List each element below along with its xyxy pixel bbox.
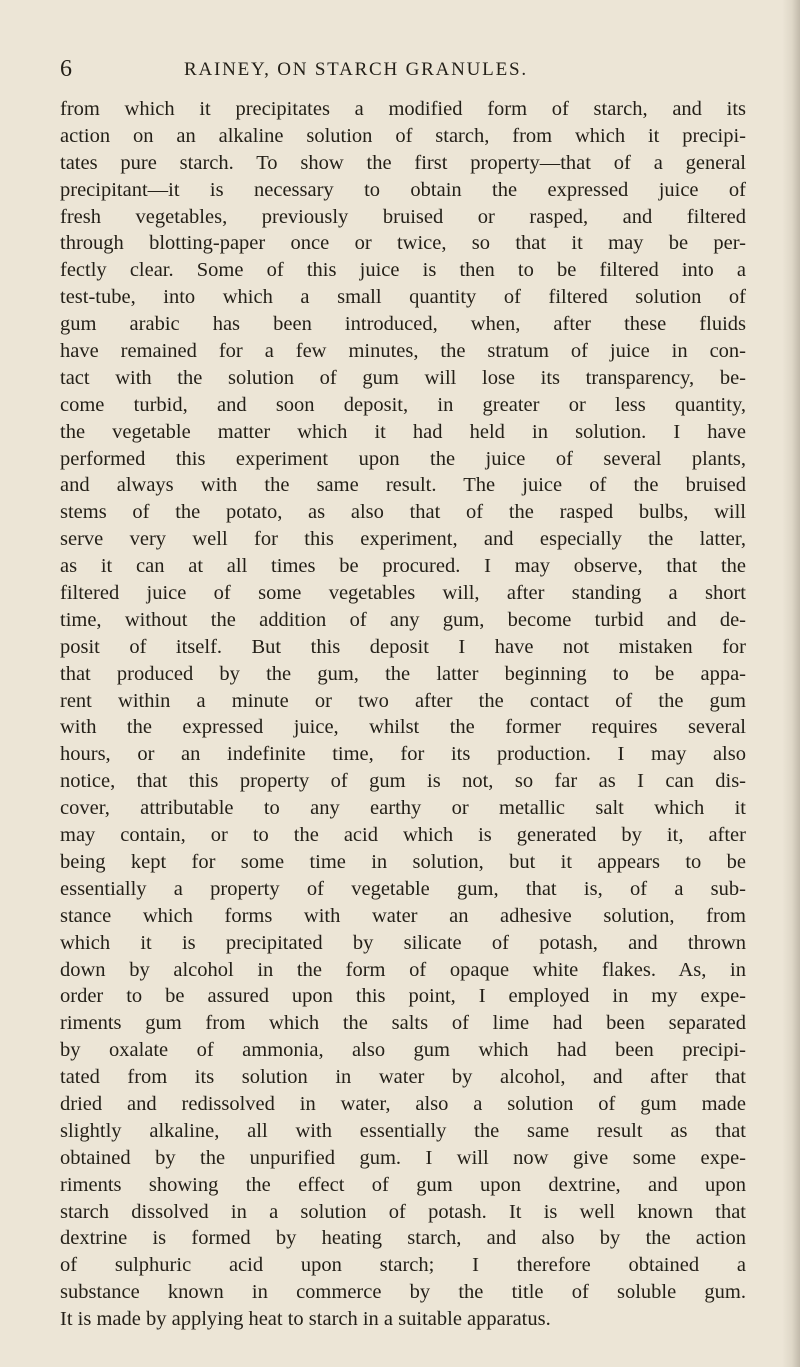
text-line: test-tube, into which a small quantity of filtered solution of xyxy=(60,286,746,309)
text-line: riments gum from which the salts of lime had been separated xyxy=(60,1012,746,1035)
text-line: hours, or an indefinite time, for its production. I may also xyxy=(60,743,746,766)
text-line: gum arabic has been introduced, when, after these fluids xyxy=(60,313,746,336)
text-line: rent within a minute or two after the contact of the gum xyxy=(60,689,746,712)
text-line: have remained for a few minutes, the stratum of juice in con- xyxy=(60,340,746,363)
text-line: riments showing the effect of gum upon dextrine, and upon xyxy=(60,1173,746,1196)
text-line: tated from its solution in water by alcohol, and after that xyxy=(60,1066,746,1089)
text-line: serve very well for this experiment, and especially the latter, xyxy=(60,528,746,551)
text-line: fresh vegetables, previously bruised or rasped, and filtered xyxy=(60,205,746,228)
text-line: as it can at all times be procured. I may observe, that the xyxy=(60,555,746,578)
text-line: may contain, or to the acid which is generated by it, after xyxy=(60,824,746,847)
text-line: which it is precipitated by silicate of potash, and thrown xyxy=(60,931,746,954)
text-line: dextrine is formed by heating starch, and also by the action xyxy=(60,1227,746,1250)
text-line: and always with the same result. The juice of the bruised xyxy=(60,474,746,497)
text-line: cover, attributable to any earthy or metallic salt which it xyxy=(60,797,746,820)
text-line: slightly alkaline, all with essentially the same result as that xyxy=(60,1119,746,1142)
text-line: stance which forms with water an adhesive solution, from xyxy=(60,904,746,927)
body-text xyxy=(60,96,746,1333)
text-line: notice, that this property of gum is not, so far as I can dis- xyxy=(60,770,746,793)
text-line: precipitant—it is necessary to obtain the expressed juice of xyxy=(60,178,746,201)
text-line: the vegetable matter which it had held in solution. I have xyxy=(60,420,746,443)
text-line: substance known in commerce by the title of soluble gum. xyxy=(60,1281,746,1304)
text-line: down by alcohol in the form of opaque white flakes. As, in xyxy=(60,958,746,981)
text-line: of sulphuric acid upon starch; I therefore obtained a xyxy=(60,1254,746,1277)
text-line: tact with the solution of gum will lose its transparency, be- xyxy=(60,366,746,389)
text-line: posit of itself. But this deposit I have not mistaken for xyxy=(60,635,746,658)
text-line: stems of the potato, as also that of the rasped bulbs, will xyxy=(60,501,746,524)
page-header xyxy=(60,52,760,86)
text-line: essentially a property of vegetable gum, that is, of a sub- xyxy=(60,877,746,900)
running-head: RAINEY, ON STARCH GRANULES. xyxy=(184,59,528,80)
text-line: performed this experiment upon the juice of several plants, xyxy=(60,447,746,470)
page-number: 6 xyxy=(60,56,72,82)
text-line: It is made by applying heat to starch in a suitable apparatus. xyxy=(60,1308,551,1331)
text-line: with the expressed juice, whilst the former requires several xyxy=(60,716,746,739)
text-line: being kept for some time in solution, but it appears to be xyxy=(60,850,746,873)
text-line: dried and redissolved in water, also a solution of gum made xyxy=(60,1092,746,1115)
text-line: fectly clear. Some of this juice is then to be filtered into a xyxy=(60,259,746,282)
text-line: order to be assured upon this point, I employed in my expe- xyxy=(60,985,746,1008)
text-line: tates pure starch. To show the first property—that of a general xyxy=(60,151,746,174)
text-line: by oxalate of ammonia, also gum which had been precipi- xyxy=(60,1039,746,1062)
text-line: through blotting-paper once or twice, so that it may be per- xyxy=(60,232,746,255)
text-line: that produced by the gum, the latter beginning to be appa- xyxy=(60,662,746,685)
text-line: from which it precipitates a modified form of starch, and its xyxy=(60,98,746,120)
text-line: come turbid, and soon deposit, in greater or less quantity, xyxy=(60,393,746,416)
text-line: obtained by the unpurified gum. I will now give some expe- xyxy=(60,1146,746,1169)
text-line: action on an alkaline solution of starch, from which it precipi- xyxy=(60,124,746,147)
text-line: time, without the addition of any gum, become turbid and de- xyxy=(60,608,746,631)
page-edge-shadow xyxy=(782,0,800,1367)
text-line: filtered juice of some vegetables will, after standing a short xyxy=(60,582,746,605)
text-line: starch dissolved in a solution of potash. It is well known that xyxy=(60,1200,746,1223)
